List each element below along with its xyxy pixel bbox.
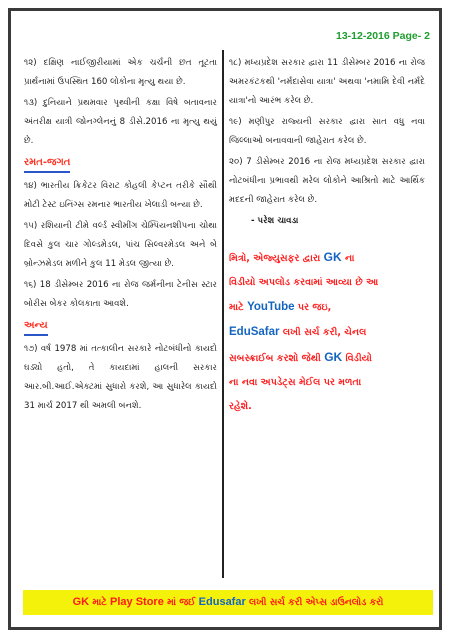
promo-text: સબસ્ક્રાઈબ કરશો જેથી xyxy=(229,353,325,364)
column-divider xyxy=(222,50,224,578)
banner-edusafar: Edusafar xyxy=(198,596,246,608)
promo-text: લખી સર્ચ કરી, ચેનલ xyxy=(279,327,367,338)
news-item-18: ૧૮) મધ્યપ્રદેશ સરકાર દ્વારા 11 ડીસેમ્બર 2016 ના રોજ અમરકંટકથી 'નર્મદાસેવા યાત્રા' અથવા 'નમામિ દેવી નર્મદે યાત્રા'નો આરંભ કરેલ છે. xyxy=(229,58,425,106)
page-header xyxy=(336,30,430,42)
promo-line-2: વિડીયો અપલોડ કરવામાં આવ્યા છે આ xyxy=(229,277,379,288)
banner-text: લખી સર્ચ કરી એપ્સ ડાઉનલોડ કરો xyxy=(245,597,384,608)
promo-text: વિડીયો xyxy=(342,353,372,364)
promo-line-3 xyxy=(229,295,425,320)
promo-gk: GK xyxy=(324,350,343,364)
promo-youtube: YouTube xyxy=(247,301,295,313)
left-column xyxy=(24,54,217,418)
news-item-15: ૧૫) રશિયાની ટીમે વર્લ્ડ સ્વીમીંગ ચેમ્પિયનશીપના ચોથા દિવસે કુલ ચાર ગોલ્ડમેડલ, પાંચ સિલ્વરમેડલ અને બે બ્રોન્ઝમેડલ મળીને કુલ 11 મેડલ જીત્યા છે. xyxy=(24,221,217,269)
promo-edusafar: EduSafar xyxy=(229,326,280,338)
news-item-17: ૧૭) વર્ષ 1978 માં તત્કાલીન સરકારે નોટબંધીનો કાયદો ઘડ્યો હતો, તે કાયદામાં હાલની સરકાર આર.બી.આઈ.એક્ટમાં સુધારો કરશે, આ સુધારેલ કાયદો 31 માર્ચ 2017 થી અમલી બનશે. xyxy=(24,344,217,411)
promo-gk: GK xyxy=(323,250,342,264)
news-item-19: ૧૯) મણીપુર રાજ્યની સરકાર દ્વારા સાત વધુ નવા જિલ્લાઓ બનાવવાની જાહેરાત કરેલ છે. xyxy=(229,117,425,146)
promo-line-4 xyxy=(229,320,425,345)
promo-text: ના xyxy=(341,253,355,264)
banner-text: માં જઈ xyxy=(163,597,199,608)
promo-text: પર જઇ, xyxy=(294,302,332,313)
promo-line-5 xyxy=(229,345,425,371)
promo-text: મિત્રો, એજ્યુસફર દ્વારા xyxy=(229,253,324,264)
news-item-13: ૧૩) દુનિયાને પ્રથમવાર પૃથ્વીની કક્ષા વિષે બતાવનાર અંતરીક્ષ યાત્રી જોનગ્લેનનું 8 ડીસે.2016 ના મૃત્યુ થયું છે. xyxy=(24,98,217,146)
promo-block xyxy=(229,245,425,419)
banner-gk: GK xyxy=(72,596,90,608)
section-heading-other: અન્ય xyxy=(24,318,48,336)
right-column xyxy=(229,54,425,419)
news-item-14: ૧૪) ભારતીય ક્રિકેટર વિરાટ કોહલી કેપ્ટન તરીકે સૌથી મોટી ટેસ્ટ ઇનિંગ્સ રમનાર ભારતીય ખેલાડી બન્યા છે. xyxy=(24,181,217,210)
news-item-20: ૨૦) 7 ડીસેમ્બર 2016 ના રોજ મધ્યપ્રદેશ સરકાર દ્વારા નોટબંધીના પ્રભાવથી મરેલ લોકોને આશ્રિતો માટે આર્થિક મદદની જાહેરાત કરેલ છે. xyxy=(229,157,425,205)
promo-line-7: રહેશે. xyxy=(229,401,252,412)
section-heading-sports: રમત-જગત xyxy=(24,155,70,173)
author-name: - પરેશ ચાવડા xyxy=(251,216,299,226)
header-page: Page- 2 xyxy=(392,30,430,42)
banner-play-store: Play Store xyxy=(110,596,164,608)
header-date: 13-12-2016 xyxy=(336,30,390,42)
download-app-banner xyxy=(23,590,433,615)
news-item-12: ૧૨) દક્ષિણ નાઈજીરીયામાં એક ચર્ચની છત તૂટતા પ્રાર્થનામાં ઉપસ્થિત 160 લોકોના મૃત્યુ થયા છે. xyxy=(24,58,217,87)
promo-line-1 xyxy=(229,245,425,271)
banner-text: માટે xyxy=(89,597,111,608)
news-item-16: ૧૬) 18 ડીસેમ્બર 2016 ના રોજ જર્મનીના ટેનીસ સ્ટાર બોરીસ બેકર કોલકાતા આવશે. xyxy=(24,280,217,309)
promo-text: માટે xyxy=(229,302,248,313)
promo-line-6: ના નવા અપડેટ્સ મેઈલ પર મળતા xyxy=(229,377,362,388)
